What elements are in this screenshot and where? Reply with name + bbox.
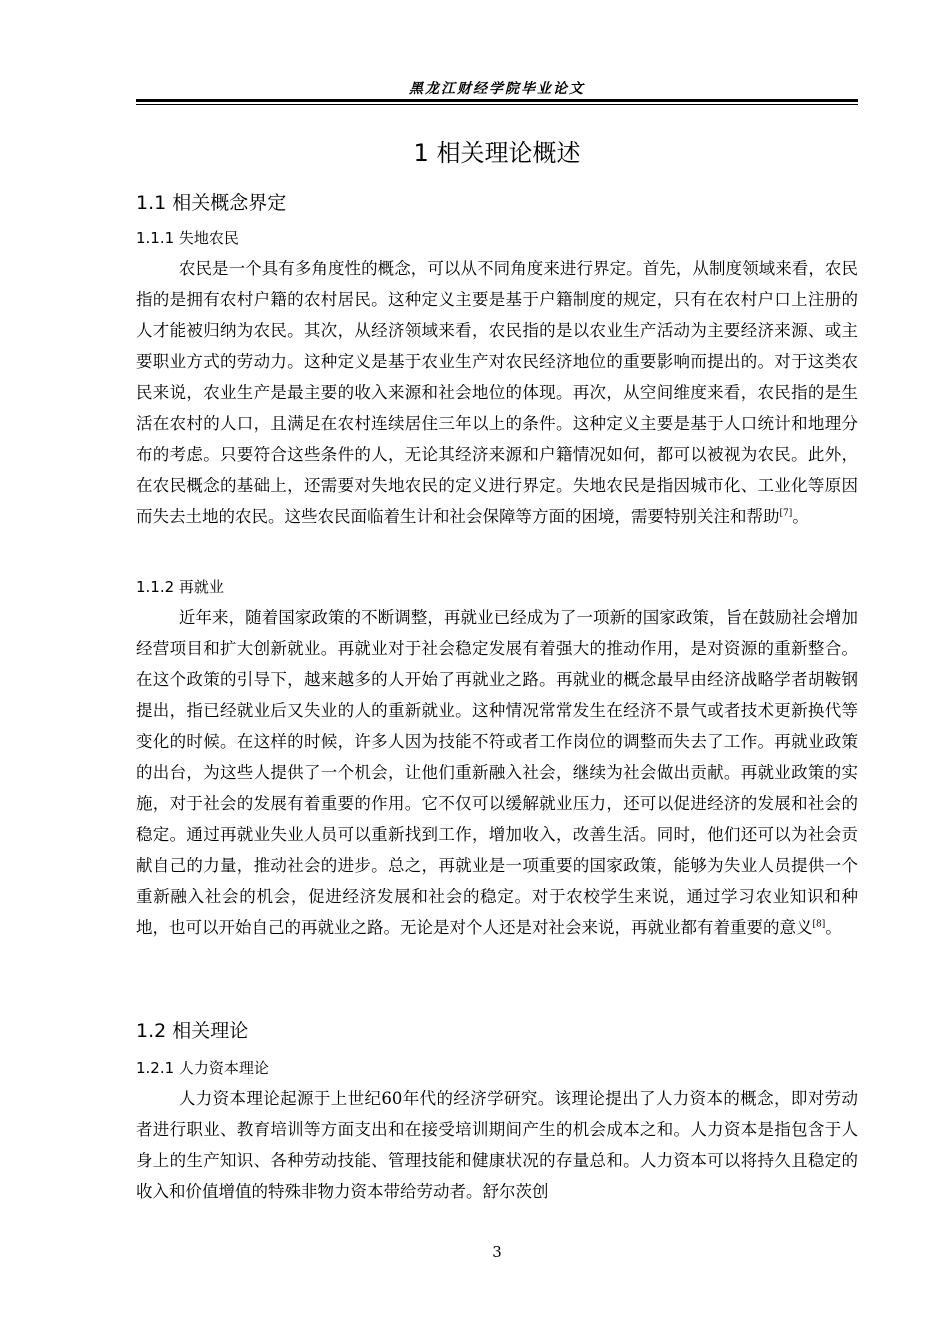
paragraph-1-1-1 [136,253,858,532]
subsection-heading-1-1-2: 1.1.2 再就业 [136,578,224,596]
chapter-title: 1 相关理论概述 [413,139,581,167]
page-number: 3 [492,1243,502,1261]
header-rule-thin [136,104,858,105]
citation-marker: [8] [812,919,826,930]
paragraph-text: 农民是一个具有多角度性的概念，可以从不同角度来进行界定。首先，从制度领域来看，农民指的是拥有农村户籍的农村居民。这种定义主要是基于户籍制度的规定，只有在农村户口上注册的人才能被归纳为农民。其次，从经济领域来看，农民指的是以农业生产活动为主要经济来源、或主要职业方式的劳动力。这种定义是基于农业生产对农民经济地位的重要影响而提出的。对于这类农民来说，农业生产是最主要的收入来源和社会地位的体现。再次，从空间维度来看，农民指的是生活在农村的人口，且满足在农村连续居住三年以上的条件。这种定义主要是基于人口统计和地理分布的考虑。只要符合这些条件的人，无论其经济来源和户籍情况如何，都可以被视为农民。此外，在农民概念的基础上，还需要对失地农民的定义进行界定。失地农民是指因城市化、工业化等原因而失去土地的农民。这些农民面临着生计和社会保障等方面的困境，需要特别关注和帮助 [136,259,858,526]
paragraph-text: 人力资本理论起源于上世纪60年代的经济学研究。该理论提出了人力资本的概念，即对劳动者进行职业、教育培训等方面支出和在接受培训期间产生的机会成本之和。人力资本是指包含于人身上的生产知识、各种劳动技能、管理技能和健康状况的存量总和。人力资本可以将持久且稳定的收入和价值增值的特殊非物力资本带给劳动者。舒尔茨创 [136,1089,858,1201]
paragraph-1-2-1 [136,1083,858,1207]
paragraph-1-1-2 [136,602,858,943]
subsection-heading-1-2-1: 1.2.1 人力资本理论 [136,1059,269,1077]
section-heading-1-2: 1.2 相关理论 [136,1020,249,1042]
header-rule-thick [136,99,858,102]
section-heading-1-1: 1.1 相关概念界定 [136,192,287,214]
paragraph-end: 。 [825,918,842,937]
subsection-heading-1-1-1: 1.1.1 失地农民 [136,229,239,247]
paragraph-text: 近年来，随着国家政策的不断调整，再就业已经成为了一项新的国家政策，旨在鼓励社会增加经营项目和扩大创新就业。再就业对于社会稳定发展有着强大的推动作用，是对资源的重新整合。在这个政策的引导下，越来越多的人开始了再就业之路。再就业的概念最早由经济战略学者胡鞍钢提出，指已经就业后又失业的人的重新就业。这种情况常常发生在经济不景气或者技术更新换代等变化的时候。在这样的时候，许多人因为技能不符或者工作岗位的调整而失去了工作。再就业政策的出台，为这些人提供了一个机会，让他们重新融入社会，继续为社会做出贡献。再就业政策的实施，对于社会的发展有着重要的作用。它不仅可以缓解就业压力，还可以促进经济的发展和社会的稳定。通过再就业失业人员可以重新找到工作，增加收入，改善生活。同时，他们还可以为社会贡献自己的力量，推动社会的进步。总之，再就业是一项重要的国家政策，能够为失业人员提供一个重新融入社会的机会，促进经济发展和社会的稳定。对于农校学生来说，通过学习农业知识和种地，也可以开始自己的再就业之路。无论是对个人还是对社会来说，再就业都有着重要的意义 [136,608,858,937]
running-header: 黑龙江财经学院毕业论文 [409,81,585,97]
citation-marker: [7] [779,508,793,519]
paragraph-end: 。 [792,507,809,526]
